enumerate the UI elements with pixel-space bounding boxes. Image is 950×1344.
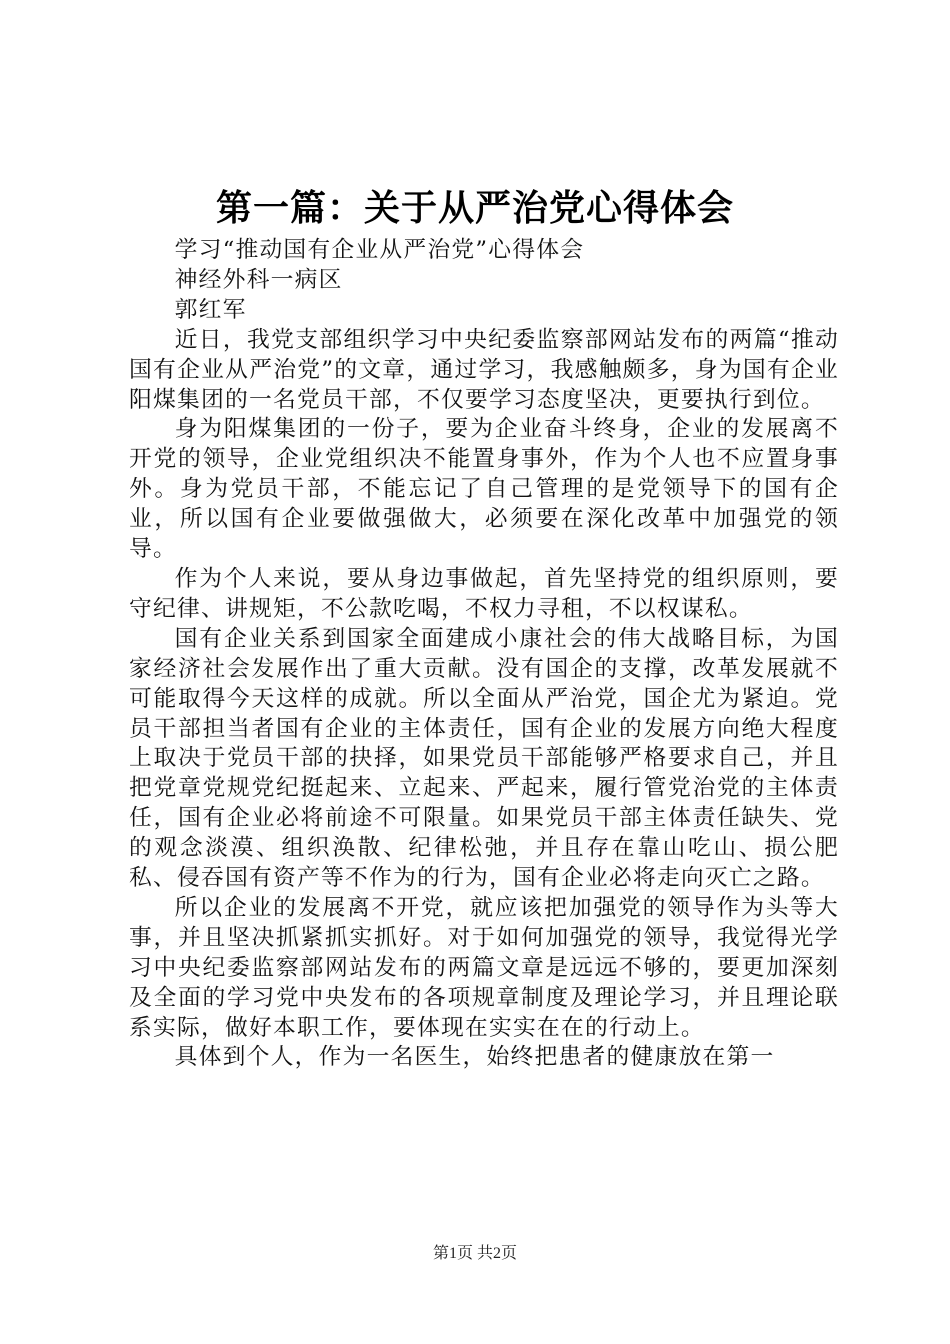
document-department: 神经外科一病区 bbox=[174, 266, 343, 293]
page-footer: 第1页 共2页 bbox=[432, 1245, 517, 1262]
body-paragraph: 具体到个人，作为一名医生，始终把患者的健康放在第一 bbox=[174, 1044, 775, 1071]
document-title: 第一篇：关于从严治党心得体会 bbox=[215, 188, 734, 229]
document-author: 郭红军 bbox=[174, 296, 247, 323]
body-paragraph: 近日，我党支部组织学习中央纪委监察部网站发布的两篇“推动国有企业从严治党”的文章，通过学习，我感触颇多，身为国有企业阳煤集团的一名党员干部，不仅要学习态度坚决，更要执行到位。 bbox=[129, 326, 839, 413]
body-paragraph: 身为阳煤集团的一份子，要为企业奋斗终身，企业的发展离不开党的领导，企业党组织决不能置身事外，作为个人也不应置身事外。身为党员干部，不能忘记了自己管理的是党领导下的国有企业，所以国有企业要做强做大，必须要在深化改革中加强党的领导。 bbox=[129, 416, 839, 563]
body-paragraph: 作为个人来说，要从身边事做起，首先坚持党的组织原则，要守纪律、讲规矩，不公款吃喝，不权力寻租，不以权谋私。 bbox=[129, 565, 839, 622]
document-body bbox=[129, 236, 839, 1073]
document-subtitle: 学习“推动国有企业从严治党”心得体会 bbox=[174, 237, 585, 263]
body-paragraph: 国有企业关系到国家全面建成小康社会的伟大战略目标，为国家经济社会发展作出了重大贡献。没有国企的支撑，改革发展就不可能取得今天这样的成就。所以全面从严治党，国企尤为紧迫。党员干部担当者国有企业的主体责任，国有企业的发展方向绝大程度上取决于党员干部的抉择，如果党员干部能够严格要求自己，并且把党章党规党纪挺起来、立起来、严起来，履行管党治党的主体责任，国有企业必将前途不可限量。如果党员干部主体责任缺失、党的观念淡漠、组织涣散、纪律松弛，并且存在靠山吃山、损公肥私、侵吞国有资产等不作为的行为，国有企业必将走向灭亡之路。 bbox=[129, 625, 839, 892]
body-paragraph: 所以企业的发展离不开党，就应该把加强党的领导作为头等大事，并且坚决抓紧抓实抓好。对于如何加强党的领导，我觉得光学习中央纪委监察部网站发布的两篇文章是远远不够的，要更加深刻及全面的学习党中央发布的各项规章制度及理论学习，并且理论联系实际，做好本职工作，要体现在实实在在的行动上。 bbox=[129, 894, 839, 1041]
